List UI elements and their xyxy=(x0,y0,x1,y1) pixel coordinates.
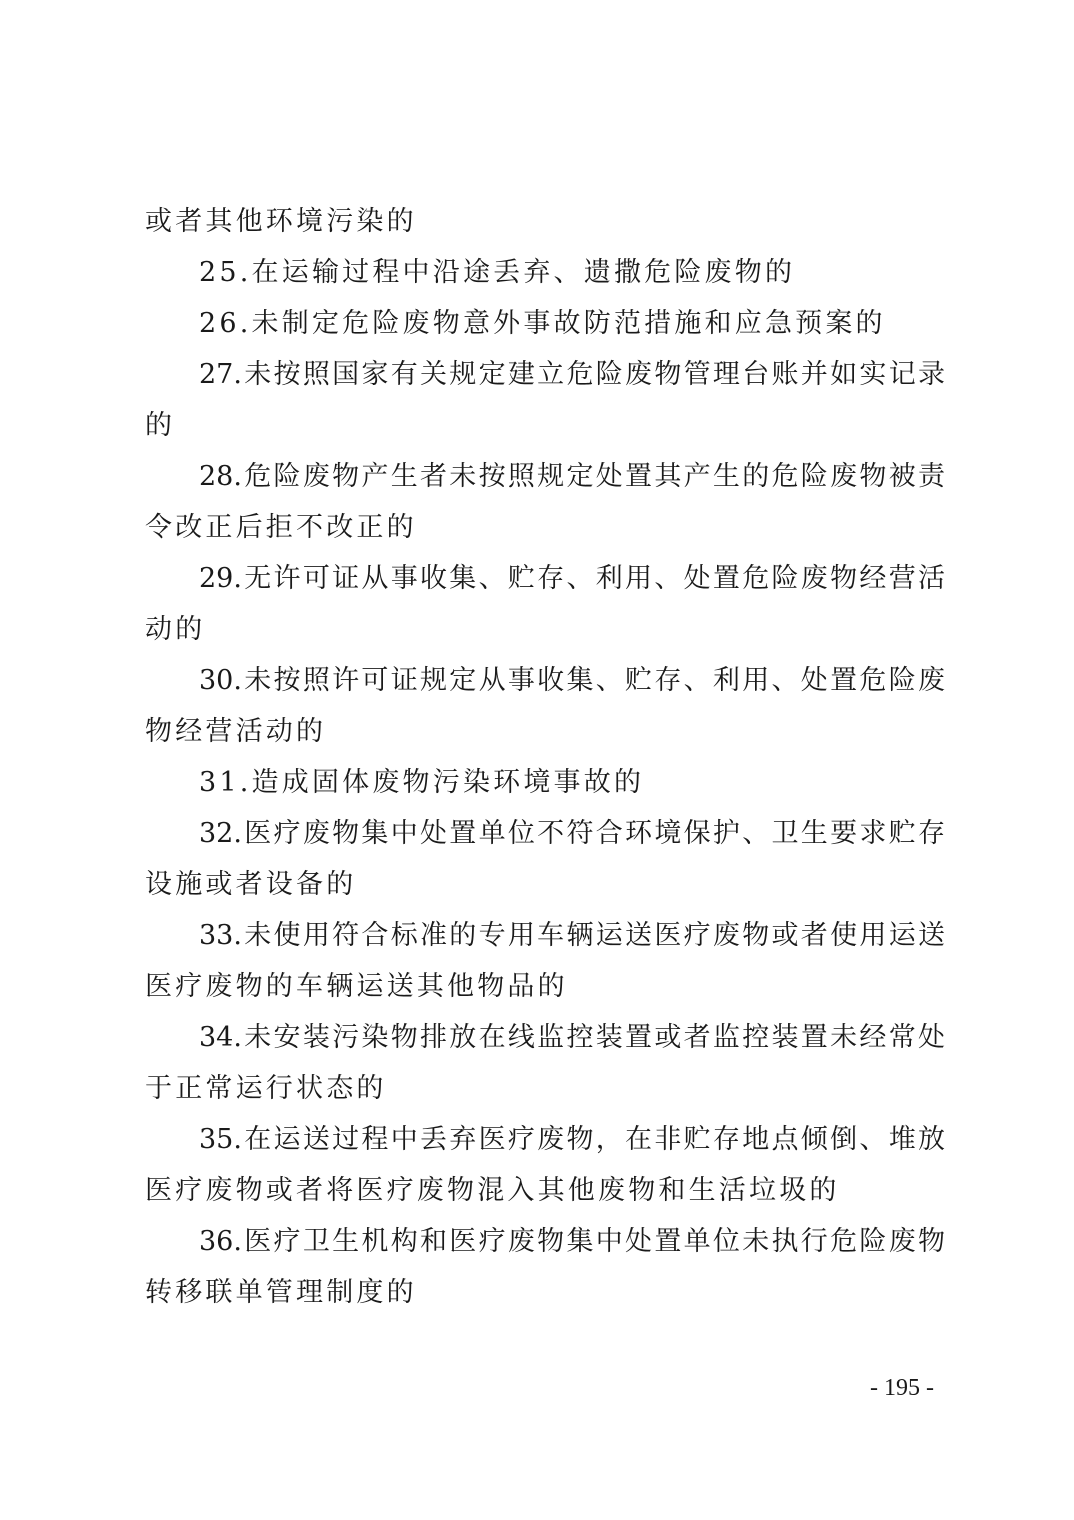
item-27: 27.未按照国家有关规定建立危险废物管理台账并如实记录 xyxy=(199,359,945,390)
item-36: 36.医疗卫生机构和医疗废物集中处置单位未执行危险废物 xyxy=(199,1226,945,1257)
item-26: 26.未制定危险废物意外事故防范措施和应急预案的 xyxy=(199,308,886,339)
item-31: 31.造成固体废物污染环境事故的 xyxy=(199,767,645,798)
item-33-continuation: 医疗废物的车辆运送其他物品的 xyxy=(145,971,568,1002)
text-line-continuation: 或者其他环境污染的 xyxy=(145,206,417,237)
item-29-continuation: 动的 xyxy=(145,614,206,645)
item-27-continuation: 的 xyxy=(145,410,176,441)
item-34: 34.未安装污染物排放在线监控装置或者监控装置未经常处 xyxy=(199,1022,945,1053)
item-30: 30.未按照许可证规定从事收集、贮存、利用、处置危险废 xyxy=(199,665,945,696)
item-33: 33.未使用符合标准的专用车辆运送医疗废物或者使用运送 xyxy=(199,920,945,951)
item-28-continuation: 令改正后拒不改正的 xyxy=(145,512,417,543)
item-25: 25.在运输过程中沿途丢弃、遗撒危险废物的 xyxy=(199,257,796,288)
item-36-continuation: 转移联单管理制度的 xyxy=(145,1277,417,1308)
item-28: 28.危险废物产生者未按照规定处置其产生的危险废物被责 xyxy=(199,461,945,492)
item-32-continuation: 设施或者设备的 xyxy=(145,869,357,900)
item-35-continuation: 医疗废物或者将医疗废物混入其他废物和生活垃圾的 xyxy=(145,1175,840,1206)
document-body xyxy=(145,196,945,1318)
page-number: - 195 - xyxy=(870,1375,934,1401)
item-35: 35.在运送过程中丢弃医疗废物，在非贮存地点倾倒、堆放 xyxy=(199,1124,945,1155)
item-30-continuation: 物经营活动的 xyxy=(145,716,327,747)
item-32: 32.医疗废物集中处置单位不符合环境保护、卫生要求贮存 xyxy=(199,818,945,849)
item-34-continuation: 于正常运行状态的 xyxy=(145,1073,387,1104)
item-29: 29.无许可证从事收集、贮存、利用、处置危险废物经营活 xyxy=(199,563,945,594)
